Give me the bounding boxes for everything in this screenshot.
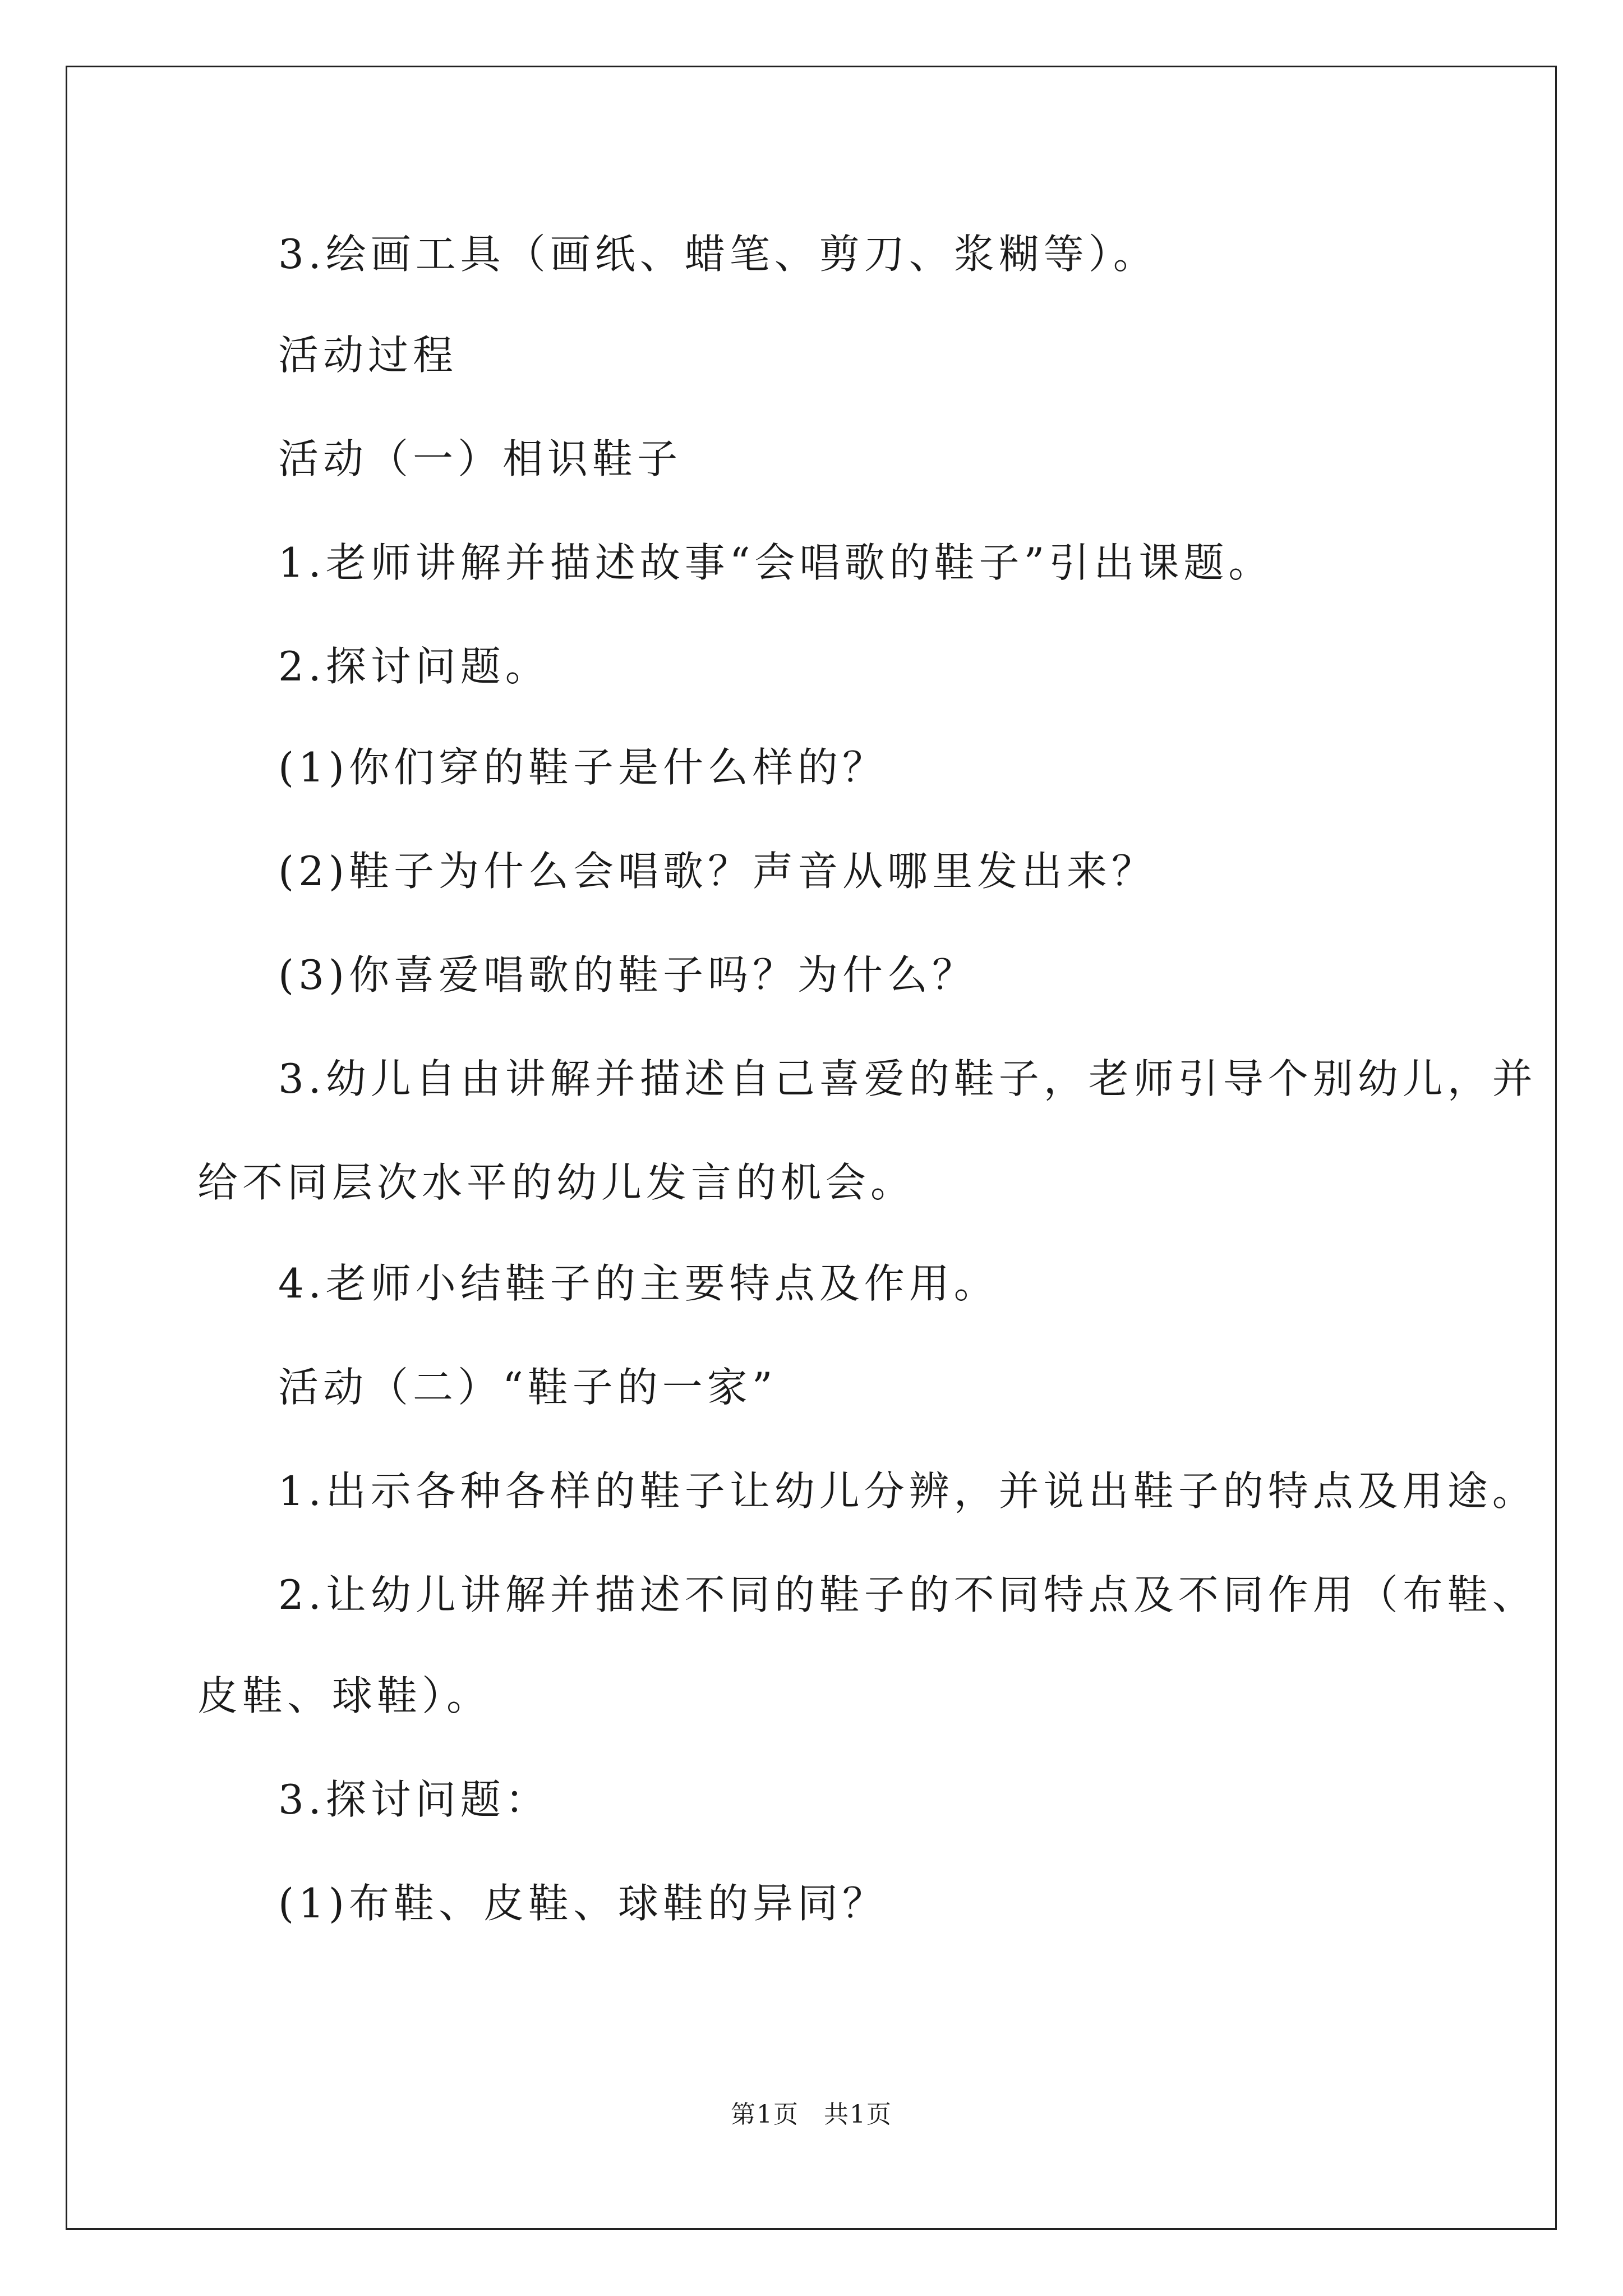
text-line: (3)你喜爱唱歌的鞋子吗？为什么？ [278,951,977,999]
text-line: 4.老师小结鞋子的主要特点及作用。 [278,1260,999,1307]
page-number: 第1页 [731,2100,799,2129]
section-heading: 活动（二）“鞋子的一家” [278,1364,777,1411]
text-line: (1)你们穿的鞋子是什么样的？ [278,744,887,791]
text-line: 2.探讨问题。 [278,643,550,690]
page-footer [0,2098,1623,2132]
text-line: 1.出示各种各样的鞋子让幼儿分辨，并说出鞋子的特点及用途。 [278,1467,1537,1515]
section-heading: 活动（一）相识鞋子 [278,435,683,482]
text-line: 皮鞋、球鞋）。 [197,1672,492,1719]
text-line: 2.让幼儿讲解并描述不同的鞋子的不同特点及不同作用（布鞋、 [278,1571,1537,1618]
text-line: 1.老师讲解并描述故事“会唱歌的鞋子”引出课题。 [278,539,1274,586]
text-line: 活动过程 [278,332,458,379]
text-line: 3.幼儿自由讲解并描述自己喜爱的鞋子，老师引导个别幼儿，并 [278,1055,1537,1102]
text-line: 3.探讨问题： [278,1776,550,1823]
text-line: 给不同层次水平的幼儿发言的机会。 [197,1159,916,1206]
text-line: 3.绘画工具（画纸、蜡笔、剪刀、浆糊等）。 [278,231,1158,278]
text-line: (1)布鞋、皮鞋、球鞋的异同？ [278,1880,887,1927]
page-total: 共1页 [824,2100,892,2129]
text-line: (2)鞋子为什么会唱歌？声音从哪里发出来？ [278,848,1156,895]
